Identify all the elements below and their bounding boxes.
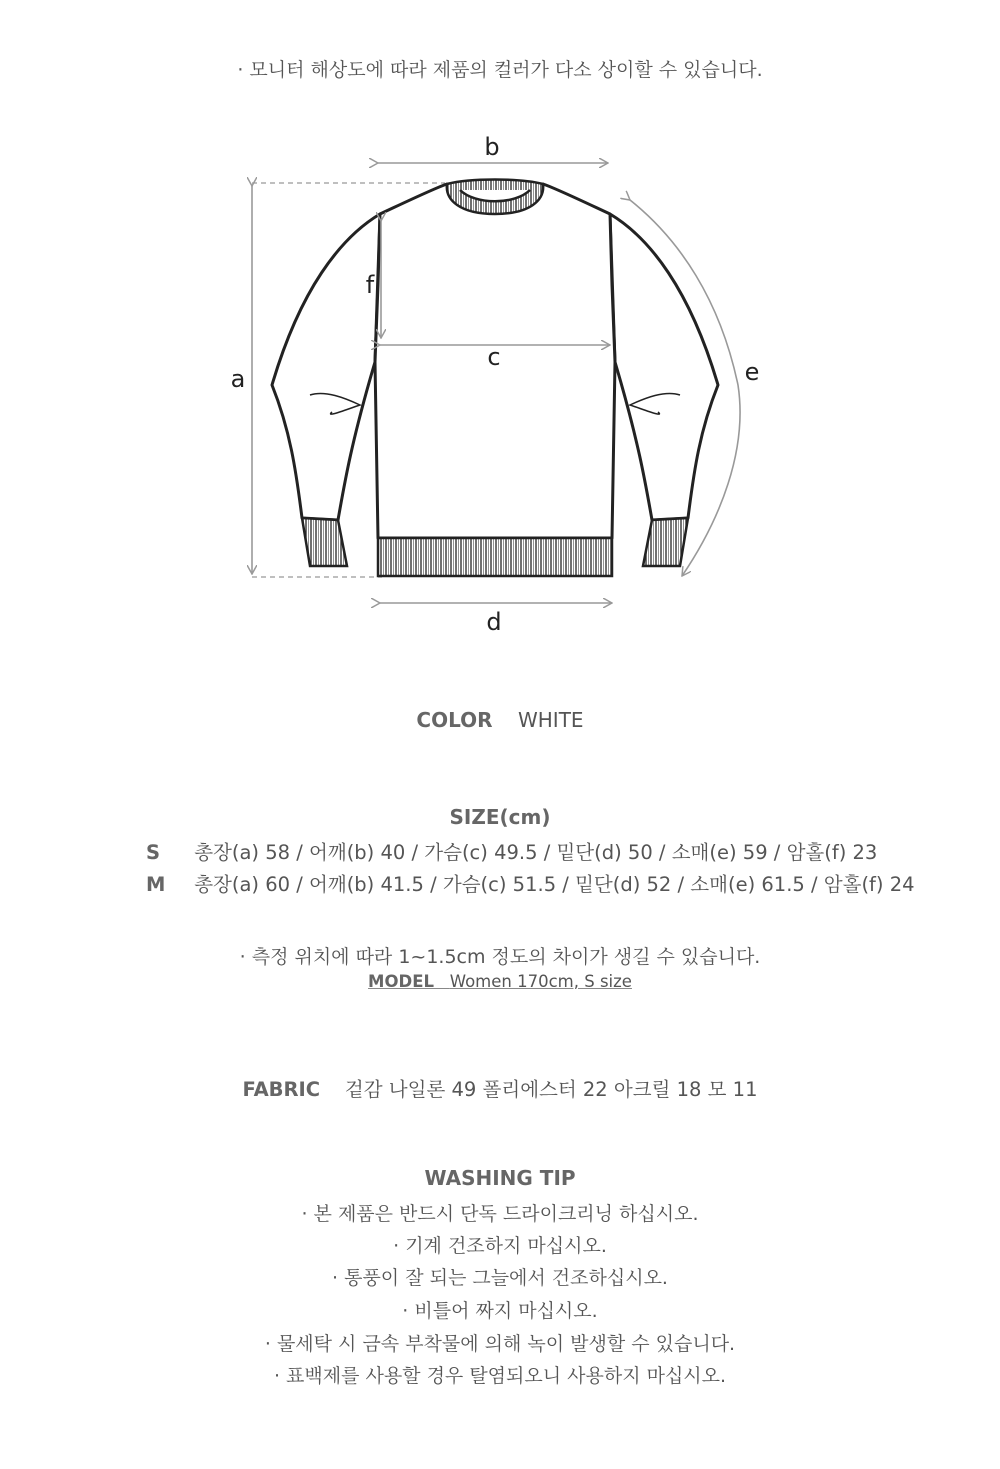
model-label: MODEL	[368, 972, 434, 991]
color-info	[0, 708, 1000, 732]
sweater-measurement-diagram	[0, 120, 1000, 660]
color-notice: · 모니터 해상도에 따라 제품의 컬러가 다소 상이할 수 있습니다.	[237, 59, 763, 81]
right-sleeve	[610, 214, 718, 520]
washing-item: · 통풍이 잘 되는 그늘에서 건조하십시오.	[332, 1267, 668, 1289]
fabric-info	[0, 1074, 1000, 1102]
size-label-m: M	[146, 873, 166, 896]
color-value: WHITE	[517, 708, 584, 732]
hem-rib	[378, 538, 612, 576]
label-b: b	[484, 133, 500, 161]
model-text	[368, 972, 632, 991]
size-title: SIZE(cm)	[449, 805, 551, 829]
fabric-value: 겉감 나일론 49 폴리에스터 22 아크릴 18 모 11	[344, 1078, 758, 1101]
washing-item: · 비틀어 짜지 마십시오.	[402, 1300, 598, 1322]
size-measurements-m: 총장(a) 60 / 어깨(b) 41.5 / 가슴(c) 51.5 / 밑단(d) 52 / 소매(e) 61.5 / 암홀(f) 24	[194, 873, 915, 896]
model-info	[0, 972, 1000, 991]
label-e: e	[744, 358, 760, 386]
left-cuff	[302, 518, 347, 566]
label-d: d	[486, 608, 502, 636]
size-label-s: S	[146, 841, 161, 864]
fabric-label: FABRIC	[242, 1078, 321, 1101]
washing-item: · 물세탁 시 금속 부착물에 의해 녹이 발생할 수 있습니다.	[264, 1333, 736, 1355]
washing-item: · 본 제품은 반드시 단독 드라이크리닝 하십시오.	[301, 1203, 699, 1225]
size-measurements-s: 총장(a) 58 / 어깨(b) 40 / 가슴(c) 49.5 / 밑단(d) 50 / 소매(e) 59 / 암홀(f) 23	[194, 841, 878, 864]
right-cuff	[643, 518, 688, 566]
color-label: COLOR	[416, 708, 493, 732]
left-sleeve	[272, 214, 380, 520]
size-row-s	[146, 837, 877, 865]
measurement-note: · 측정 위치에 따라 1~1.5cm 정도의 차이가 생길 수 있습니다.	[239, 946, 761, 968]
washing-title: WASHING TIP	[424, 1166, 576, 1190]
washing-item: · 기계 건조하지 마십시오.	[393, 1235, 607, 1257]
label-f: f	[365, 271, 375, 299]
model-value: Women 170cm, S size	[449, 972, 632, 991]
washing-item: · 표백제를 사용할 경우 탈염되오니 사용하지 마십시오.	[273, 1365, 727, 1387]
label-a: a	[230, 365, 246, 393]
label-c: c	[487, 343, 501, 371]
size-row-m	[146, 869, 915, 897]
